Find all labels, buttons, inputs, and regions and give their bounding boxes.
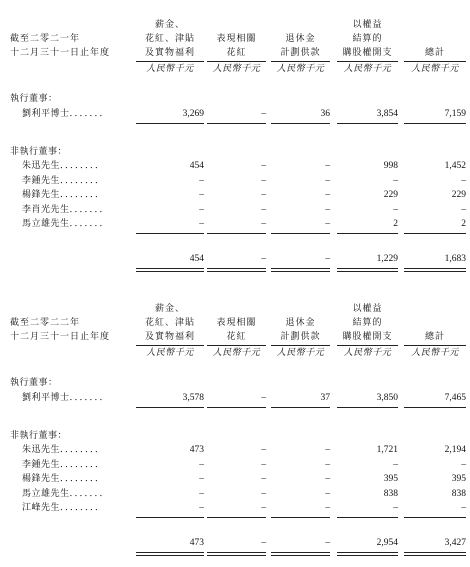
non-executive-underline-pension <box>271 517 330 518</box>
cell-salary: – <box>199 503 204 513</box>
column-header-share: 購股權開支 <box>342 48 393 58</box>
column-header-salary: 薪金、 <box>154 20 185 30</box>
cell-total: 395 <box>451 474 466 484</box>
column-header-salary: 及實物福利 <box>144 48 195 58</box>
column-header-bonus: 表現相關 <box>216 34 257 44</box>
total-double-underline-bonus <box>207 271 266 272</box>
cell-bonus: – <box>261 161 266 171</box>
column-header-bonus: 花紅 <box>226 332 247 342</box>
column-header-salary: 薪金、 <box>154 304 185 314</box>
cell-bonus: – <box>261 175 266 186</box>
total-double-underline-share <box>337 552 398 553</box>
cell-salary: 3,578 <box>182 393 204 403</box>
director-name: 劉利平博士．．．．．．． <box>22 109 110 119</box>
cell-share: 838 <box>383 488 398 499</box>
cell-pension: – <box>325 488 330 499</box>
total-share: 2,954 <box>376 538 398 548</box>
cell-share: – <box>393 204 398 215</box>
cell-bonus: – <box>261 393 266 403</box>
column-header-total: 總計 <box>424 332 445 342</box>
cell-pension: – <box>325 175 330 186</box>
column-header-pension: 計劃供款 <box>280 48 321 58</box>
non-executive-directors-heading: 非執行董事： <box>10 431 68 441</box>
cell-bonus: – <box>261 503 266 513</box>
executive-underline-bonus <box>207 407 266 408</box>
executive-underline-bonus <box>207 123 266 124</box>
unit-label-share: 人民幣千元 <box>343 348 392 358</box>
total-pension: – <box>325 254 330 264</box>
cell-pension: – <box>325 219 330 229</box>
director-name: 李肖光先生．．．．．．． <box>22 204 110 215</box>
total-double-underline-salary <box>136 271 204 272</box>
unit-label-total: 人民幣千元 <box>411 64 459 74</box>
total-total: 3,427 <box>444 538 466 548</box>
executive-directors-heading: 執行董事： <box>10 378 58 388</box>
total-double-underline-total <box>404 271 466 272</box>
cell-bonus: – <box>261 204 266 215</box>
cell-share: 1,721 <box>376 445 398 455</box>
total-salary: 454 <box>189 254 204 264</box>
cell-salary: – <box>199 474 204 484</box>
cell-total: – <box>461 459 466 470</box>
executive-underline-share <box>337 123 398 124</box>
non-executive-underline-bonus <box>207 233 266 234</box>
cell-salary: 3,269 <box>182 109 204 119</box>
cell-pension: – <box>325 190 330 200</box>
director-name: 馬立雄先生．．．．．．． <box>22 488 110 499</box>
cell-bonus: – <box>261 219 266 229</box>
period-label-line2: 十二月三十一日止年度 <box>10 332 111 342</box>
total-double-underline-bonus <box>207 555 266 556</box>
column-header-salary: 及實物福利 <box>144 332 195 342</box>
cell-pension: – <box>325 161 330 171</box>
non-executive-directors-heading: 非執行董事： <box>10 147 68 157</box>
cell-pension: – <box>325 474 330 484</box>
total-double-underline-share <box>337 268 398 269</box>
executive-underline-total <box>404 407 466 408</box>
cell-total: – <box>461 175 466 186</box>
director-name: 李鍾先生．．．．．．．． <box>22 459 105 470</box>
cell-salary: 473 <box>189 445 204 455</box>
unit-label-total: 人民幣千元 <box>411 348 459 358</box>
executive-underline-share <box>337 407 398 408</box>
non-executive-underline-pension <box>271 233 330 234</box>
cell-share: – <box>393 459 398 470</box>
cell-share: – <box>393 175 398 186</box>
header-underline-share <box>337 345 398 346</box>
unit-label-salary: 人民幣千元 <box>146 64 194 74</box>
total-double-underline-salary <box>136 268 204 269</box>
non-executive-underline-bonus <box>207 517 266 518</box>
total-salary: 473 <box>189 538 204 548</box>
column-header-salary: 花紅、津貼 <box>144 34 195 44</box>
cell-salary: – <box>199 219 204 229</box>
executive-underline-salary <box>136 407 204 408</box>
total-double-underline-bonus <box>207 268 266 269</box>
total-pension: – <box>325 538 330 548</box>
cell-bonus: – <box>261 109 266 119</box>
total-double-underline-salary <box>136 552 204 553</box>
cell-pension: – <box>325 204 330 215</box>
non-executive-underline-total <box>404 517 466 518</box>
total-double-underline-salary <box>136 555 204 556</box>
header-underline-salary <box>136 345 204 346</box>
cell-share: – <box>393 503 398 513</box>
cell-pension: – <box>325 445 330 455</box>
header-underline-bonus <box>207 61 266 62</box>
unit-label-pension: 人民幣千元 <box>276 348 325 358</box>
unit-label-share: 人民幣千元 <box>343 64 392 74</box>
cell-pension: 37 <box>320 393 330 403</box>
director-name: 楊鋒先生．．．．．．．． <box>22 190 105 200</box>
unit-label-pension: 人民幣千元 <box>276 64 325 74</box>
total-double-underline-total <box>404 268 466 269</box>
director-name: 李鍾先生．．．．．．．． <box>22 175 105 186</box>
column-header-share: 結算的 <box>352 318 383 328</box>
cell-total: 2 <box>461 219 466 229</box>
total-double-underline-pension <box>271 268 330 269</box>
director-name: 朱迅先生．．．．．．．． <box>22 161 105 171</box>
executive-underline-pension <box>271 123 330 124</box>
total-double-underline-pension <box>271 555 330 556</box>
total-share: 1,229 <box>376 254 398 264</box>
cell-share: 2 <box>393 219 398 229</box>
executive-underline-pension <box>271 407 330 408</box>
header-underline-total <box>404 345 466 346</box>
period-label-line2: 十二月三十一日止年度 <box>10 48 111 58</box>
header-underline-pension <box>271 345 330 346</box>
cell-total: 229 <box>451 190 466 200</box>
cell-total: 7,159 <box>444 109 466 119</box>
total-double-underline-pension <box>271 552 330 553</box>
total-double-underline-pension <box>271 271 330 272</box>
non-executive-underline-total <box>404 233 466 234</box>
column-header-pension: 退休金 <box>285 34 316 44</box>
director-name: 劉利平博士．．．．．．． <box>22 393 110 403</box>
period-label-line1: 截至二零二一年 <box>10 34 81 44</box>
cell-salary: – <box>199 175 204 186</box>
cell-salary: – <box>199 204 204 215</box>
column-header-share: 以權益 <box>352 304 383 314</box>
cell-total: 2,194 <box>444 445 466 455</box>
executive-underline-total <box>404 123 466 124</box>
total-total: 1,683 <box>444 254 466 264</box>
column-header-pension: 計劃供款 <box>280 332 321 342</box>
total-double-underline-share <box>337 555 398 556</box>
cell-total: – <box>461 204 466 215</box>
total-bonus: – <box>261 538 266 548</box>
director-name: 朱迅先生．．．．．．．． <box>22 445 105 455</box>
cell-bonus: – <box>261 445 266 455</box>
cell-share: 229 <box>383 190 398 200</box>
cell-salary: – <box>199 190 204 200</box>
cell-share: 998 <box>383 161 398 171</box>
total-double-underline-bonus <box>207 552 266 553</box>
unit-label-salary: 人民幣千元 <box>146 348 194 358</box>
cell-bonus: – <box>261 474 266 484</box>
period-label-line1: 截至二零二二年 <box>10 318 81 328</box>
column-header-share: 購股權開支 <box>342 332 393 342</box>
cell-bonus: – <box>261 459 266 470</box>
total-double-underline-share <box>337 271 398 272</box>
header-underline-total <box>404 61 466 62</box>
unit-label-bonus: 人民幣千元 <box>212 348 261 358</box>
cell-share: 3,850 <box>376 393 398 403</box>
executive-underline-salary <box>136 123 204 124</box>
total-bonus: – <box>261 254 266 264</box>
director-name: 江峰先生．．．．．．．． <box>22 503 105 513</box>
non-executive-underline-salary <box>136 233 204 234</box>
unit-label-bonus: 人民幣千元 <box>212 64 261 74</box>
header-underline-bonus <box>207 345 266 346</box>
non-executive-underline-share <box>337 233 398 234</box>
cell-pension: – <box>325 459 330 470</box>
cell-pension: – <box>325 503 330 513</box>
cell-total: – <box>461 503 466 513</box>
cell-bonus: – <box>261 190 266 200</box>
column-header-share: 結算的 <box>352 34 383 44</box>
cell-salary: – <box>199 488 204 499</box>
column-header-bonus: 花紅 <box>226 48 247 58</box>
cell-bonus: – <box>261 488 266 499</box>
cell-salary: 454 <box>189 161 204 171</box>
column-header-bonus: 表現相關 <box>216 318 257 328</box>
non-executive-underline-salary <box>136 517 204 518</box>
cell-pension: 36 <box>320 109 330 119</box>
total-double-underline-total <box>404 555 466 556</box>
cell-share: 3,854 <box>376 109 398 119</box>
column-header-salary: 花紅、津貼 <box>144 318 195 328</box>
header-underline-salary <box>136 61 204 62</box>
executive-directors-heading: 執行董事： <box>10 94 58 104</box>
cell-total: 1,452 <box>444 161 466 171</box>
header-underline-pension <box>271 61 330 62</box>
director-name: 楊鋒先生．．．．．．．． <box>22 474 105 484</box>
column-header-pension: 退休金 <box>285 318 316 328</box>
cell-total: 7,465 <box>444 393 466 403</box>
header-underline-share <box>337 61 398 62</box>
total-double-underline-total <box>404 552 466 553</box>
column-header-share: 以權益 <box>352 20 383 30</box>
non-executive-underline-share <box>337 517 398 518</box>
cell-salary: – <box>199 459 204 470</box>
column-header-total: 總計 <box>424 48 445 58</box>
director-name: 馬立雄先生．．．．．．． <box>22 219 110 229</box>
cell-total: 838 <box>451 488 466 499</box>
cell-share: 395 <box>383 474 398 484</box>
